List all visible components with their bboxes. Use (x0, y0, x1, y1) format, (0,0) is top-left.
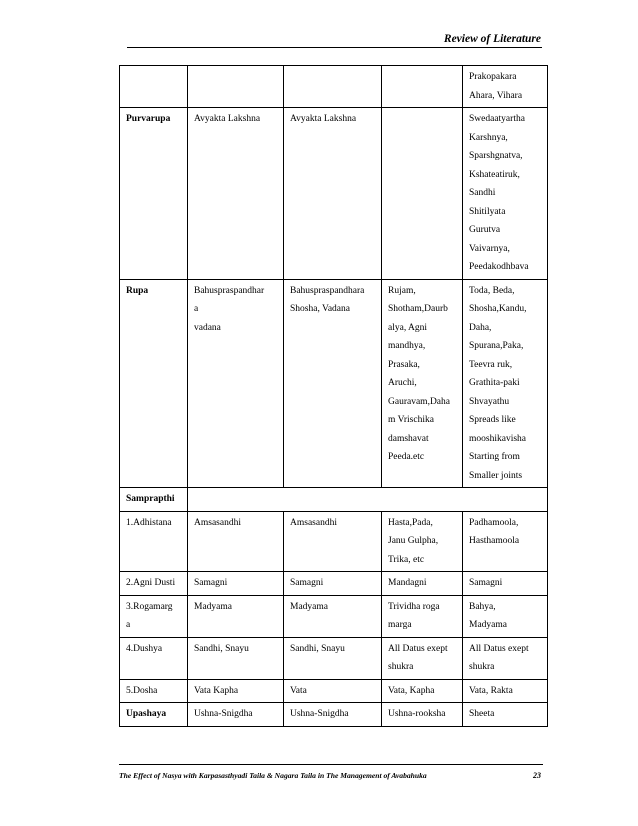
running-header: Review of Literature (443, 33, 541, 45)
cell-line: 3.Rogamarg (126, 601, 173, 612)
table-cell (463, 511, 548, 572)
cell-line: a (126, 620, 131, 630)
cell-line: Trika, etc (388, 554, 425, 565)
cell-line: shukra (469, 662, 495, 672)
cell-line: Gurutva (469, 225, 501, 235)
cell-line: Swedaatyartha (469, 114, 525, 124)
cell-line: Rujam, (388, 285, 416, 296)
table-cell (120, 66, 188, 108)
cell-line: Avyakta Lakshna (194, 114, 261, 124)
cell-line: Aruchi, (388, 378, 417, 388)
table-cell (120, 637, 188, 679)
cell-line: Madyama (194, 601, 232, 612)
table-cell (120, 279, 188, 488)
table-cell (382, 108, 463, 280)
cell-line: Vata, Rakta (469, 685, 513, 696)
table-cell (284, 595, 382, 637)
table-cell (284, 572, 382, 596)
cell-line: Daha, (469, 322, 492, 333)
cell-line: Peeda.etc (388, 452, 425, 462)
cell-line: Kshateatiruk, (469, 169, 520, 180)
table-row (120, 108, 548, 280)
table-cell (463, 703, 548, 727)
cell-line: Shosha,Kandu, (469, 304, 527, 314)
cell-line: Vaivarnya, (469, 243, 510, 254)
cell-line: Sandhi, Snayu (290, 643, 345, 654)
cell-line: 4.Dushya (126, 643, 163, 654)
table-cell (382, 637, 463, 679)
table-cell (284, 66, 382, 108)
cell-line: Prakopakara (469, 72, 517, 82)
table-cell (120, 595, 188, 637)
cell-line: Mandagni (388, 578, 427, 588)
cell-line: vadana (194, 322, 221, 333)
cell-line: Samprapthi (126, 494, 175, 504)
table-cell (188, 679, 284, 703)
cell-line: Shotham,Daurb (388, 304, 448, 314)
cell-line: 2.Agni Dusti (126, 578, 176, 588)
cell-line: Toda, Beda, (469, 285, 515, 296)
cell-line: Smaller joints (469, 470, 523, 481)
table-cell (188, 279, 284, 488)
table-row (120, 595, 548, 637)
cell-line: Shitilyata (469, 206, 506, 217)
cell-line: Shosha, Vadana (290, 304, 350, 314)
table-cell (382, 279, 463, 488)
table-cell (188, 595, 284, 637)
table-cell (284, 108, 382, 280)
cell-line: Spurana,Paka, (469, 341, 524, 351)
cell-line: mandhya, (388, 341, 426, 351)
table-cell (188, 511, 284, 572)
cell-line: Janu Gulpha, (388, 536, 439, 546)
cell-line: Samagni (194, 578, 228, 588)
cell-line: Karshnya, (469, 132, 508, 143)
cell-line: Starting from (469, 452, 520, 462)
table-row (120, 279, 548, 488)
table-cell (382, 703, 463, 727)
table-row (120, 637, 548, 679)
cell-line: m Vrischika (388, 415, 434, 425)
cell-line: Rupa (126, 285, 149, 296)
table-cell-span (188, 488, 548, 512)
table-cell (120, 108, 188, 280)
table-cell (188, 108, 284, 280)
cell-line: Sandhi, Snayu (194, 643, 249, 654)
cell-line: Sheeta (469, 709, 495, 719)
table-row (120, 679, 548, 703)
cell-line: Amsasandhi (290, 517, 337, 528)
cell-line: Sandhi (469, 188, 496, 198)
cell-line: mooshikavisha (469, 433, 526, 444)
cell-line: marga (388, 620, 412, 630)
cell-line: alya, Agni (388, 322, 428, 333)
cell-line: Prasaka, (388, 359, 420, 370)
table-cell (463, 572, 548, 596)
cell-line: All Datus exept (388, 643, 448, 654)
cell-line: Hasthamoola (469, 536, 520, 546)
table-cell (463, 679, 548, 703)
table-cell (463, 108, 548, 280)
table-cell (463, 595, 548, 637)
table-cell (120, 488, 188, 512)
table-cell (284, 679, 382, 703)
running-footer: The Effect of Nasya with Karpasasthyadi Taila & Nagara Taila in The Management of Avabahuka (119, 771, 427, 780)
table-cell (188, 637, 284, 679)
table-cell (382, 679, 463, 703)
table-cell (284, 511, 382, 572)
table-row (120, 66, 548, 108)
cell-line: Hasta,Pada, (388, 517, 433, 528)
cell-line: 1.Adhistana (126, 517, 172, 528)
cell-line: Ushna-Snigdha (290, 709, 349, 719)
cell-line: Madyama (469, 620, 507, 630)
table-row (120, 572, 548, 596)
cell-line: Trividha roga (388, 601, 440, 612)
table-cell (120, 511, 188, 572)
cell-line: damshavat (388, 433, 429, 444)
table-cell (382, 572, 463, 596)
cell-line: Purvarupa (126, 114, 171, 124)
table-cell (463, 637, 548, 679)
cell-line: Ahara, Vihara (469, 90, 523, 101)
table-cell (188, 703, 284, 727)
table-cell (382, 66, 463, 108)
table-cell (284, 703, 382, 727)
table-cell (188, 66, 284, 108)
header-rule (127, 47, 542, 48)
cell-line: Avyakta Lakshna (290, 114, 357, 124)
table-cell (120, 679, 188, 703)
cell-line: shukra (388, 662, 414, 672)
cell-line: Amsasandhi (194, 517, 241, 528)
table-cell (120, 572, 188, 596)
cell-line: Bahuspraspandhar (194, 285, 265, 296)
literature-table (119, 65, 548, 727)
table-cell (188, 572, 284, 596)
cell-line: Upashaya (126, 709, 167, 719)
cell-line: Gauravam,Daha (388, 396, 450, 407)
cell-line: Spreads like (469, 415, 516, 425)
table-cell (120, 703, 188, 727)
cell-line: Shvayathu (469, 396, 510, 407)
cell-line: a (194, 304, 199, 314)
cell-line: Ushna-rooksha (388, 709, 446, 719)
cell-line: Bahya, (469, 601, 496, 612)
table-row (120, 488, 548, 512)
table-cell (284, 637, 382, 679)
table-cell (463, 279, 548, 488)
table-cell (463, 66, 548, 108)
table-cell (284, 279, 382, 488)
cell-line: Vata Kapha (194, 685, 239, 696)
table-body (120, 66, 548, 727)
table-row (120, 511, 548, 572)
cell-line: Samagni (290, 578, 324, 588)
cell-line: Sparshgnatva, (469, 151, 523, 161)
cell-line: Samagni (469, 578, 503, 588)
cell-line: Vata (290, 685, 307, 696)
cell-line: Grathita-paki (469, 378, 520, 388)
cell-line: All Datus exept (469, 643, 529, 654)
cell-line: Peedakodhbava (469, 262, 529, 272)
cell-line: Ushna-Snigdha (194, 709, 253, 719)
cell-line: Bahuspraspandhara (290, 285, 365, 296)
cell-line: Vata, Kapha (388, 685, 435, 696)
cell-line: Padhamoola, (469, 517, 519, 528)
cell-line: Madyama (290, 601, 328, 612)
table-row (120, 703, 548, 727)
cell-line: 5.Dosha (126, 685, 158, 696)
footer-rule (119, 764, 543, 765)
table-cell (382, 595, 463, 637)
table-cell (382, 511, 463, 572)
cell-line: Teevra ruk, (469, 359, 513, 370)
page-number: 23 (533, 771, 541, 780)
